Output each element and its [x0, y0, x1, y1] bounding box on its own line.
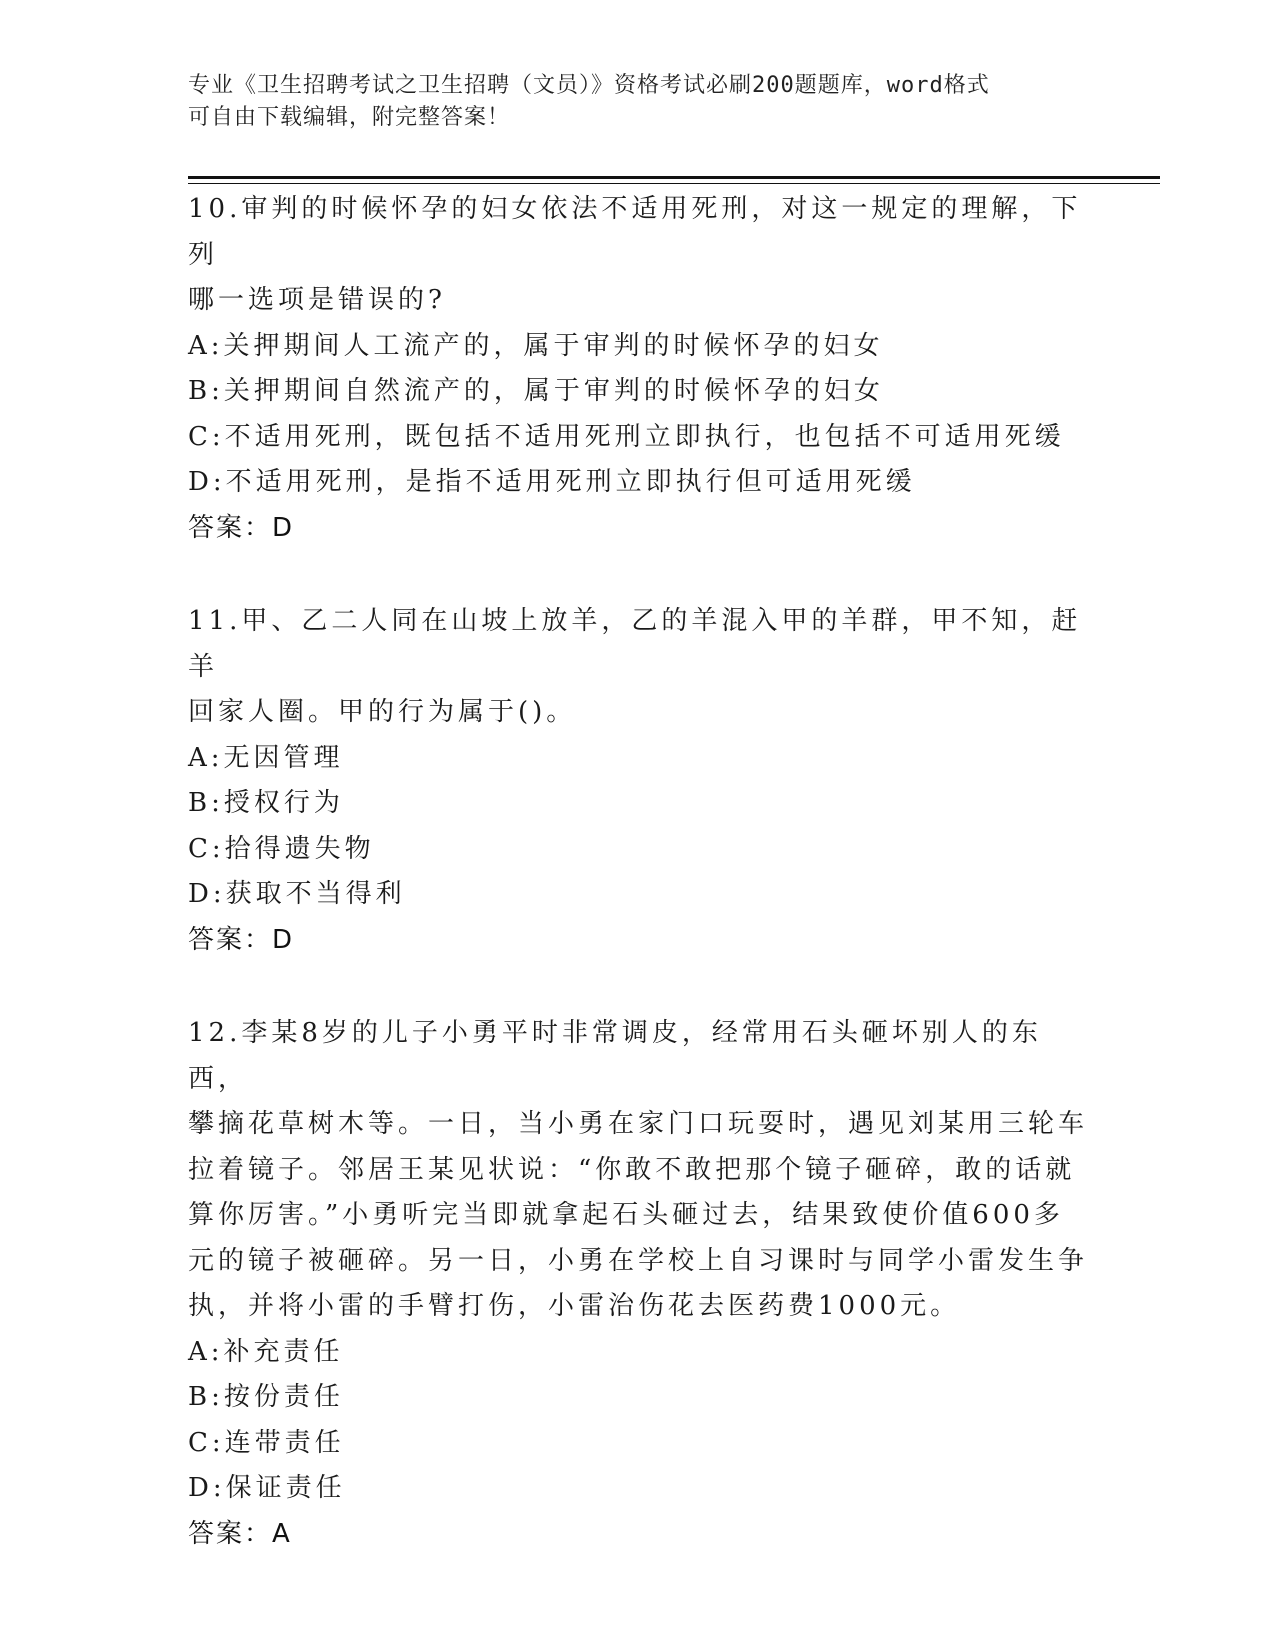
option-a: A:补充责任	[188, 1336, 344, 1367]
question-12	[188, 1011, 1088, 1557]
answer-line: 答案：A	[188, 1518, 292, 1549]
option-a: A:无因管理	[188, 742, 344, 773]
question-11	[188, 599, 1088, 963]
option-d: D:获取不当得利	[188, 879, 406, 909]
stem-line: 执，并将小雷的手臂打伤，小雷治伤花去医药费1000元。	[188, 1291, 961, 1321]
option-b: B:关押期间自然流产的，属于审判的时候怀孕的妇女	[188, 376, 884, 406]
stem-line: 元的镜子被砸碎。另一日，小勇在学校上自习课时与同学小雷发生争	[188, 1245, 1089, 1276]
answer-line: 答案：D	[188, 924, 295, 955]
question-stem	[188, 1011, 1088, 1330]
option-c: C:不适用死刑，既包括不适用死刑立即执行，也包括不可适用死缓	[188, 421, 1065, 452]
option-a: A:关押期间人工流产的，属于审判的时候怀孕的妇女	[188, 330, 884, 361]
document-header	[188, 70, 1088, 134]
option-d: D:保证责任	[188, 1473, 346, 1503]
header-line-1: 专业《卫生招聘考试之卫生招聘（文员）》资格考试必刷200题题库，word格式	[188, 73, 990, 98]
header-divider-thin	[188, 183, 1160, 184]
header-divider-thick	[188, 176, 1160, 179]
stem-line: 10.审判的时候怀孕的妇女依法不适用死刑，对这一规定的理解，下列	[188, 194, 1082, 270]
stem-line: 攀摘花草树木等。一日，当小勇在家门口玩耍时，遇见刘某用三轮车	[188, 1109, 1089, 1139]
option-c: C:拾得遗失物	[188, 833, 375, 864]
question-list	[188, 187, 1088, 1557]
option-d: D:不适用死刑，是指不适用死刑立即执行但可适用死缓	[188, 467, 916, 497]
stem-line: 12.李某8岁的儿子小勇平时非常调皮，经常用石头砸坏别人的东西，	[188, 1018, 1042, 1094]
stem-line: 拉着镜子。邻居王某见状说：“你敢不敢把那个镜子砸碎，敢的话就	[188, 1154, 1076, 1185]
question-10	[188, 187, 1088, 551]
question-stem	[188, 187, 1088, 324]
option-b: B:按份责任	[188, 1382, 344, 1412]
stem-line: 哪一选项是错误的?	[188, 285, 446, 315]
answer-line: 答案：D	[188, 512, 295, 543]
header-line-2: 可自由下载编辑，附完整答案！	[188, 105, 511, 130]
stem-line: 11.甲、乙二人同在山坡上放羊，乙的羊混入甲的羊群，甲不知，赶羊	[188, 606, 1082, 682]
question-stem	[188, 599, 1088, 736]
option-b: B:授权行为	[188, 788, 344, 818]
option-c: C:连带责任	[188, 1427, 345, 1458]
stem-line: 算你厉害。”小勇听完当即就拿起石头砸过去，结果致使价值600多	[188, 1200, 1064, 1230]
stem-line: 回家人圈。甲的行为属于()。	[188, 697, 577, 727]
